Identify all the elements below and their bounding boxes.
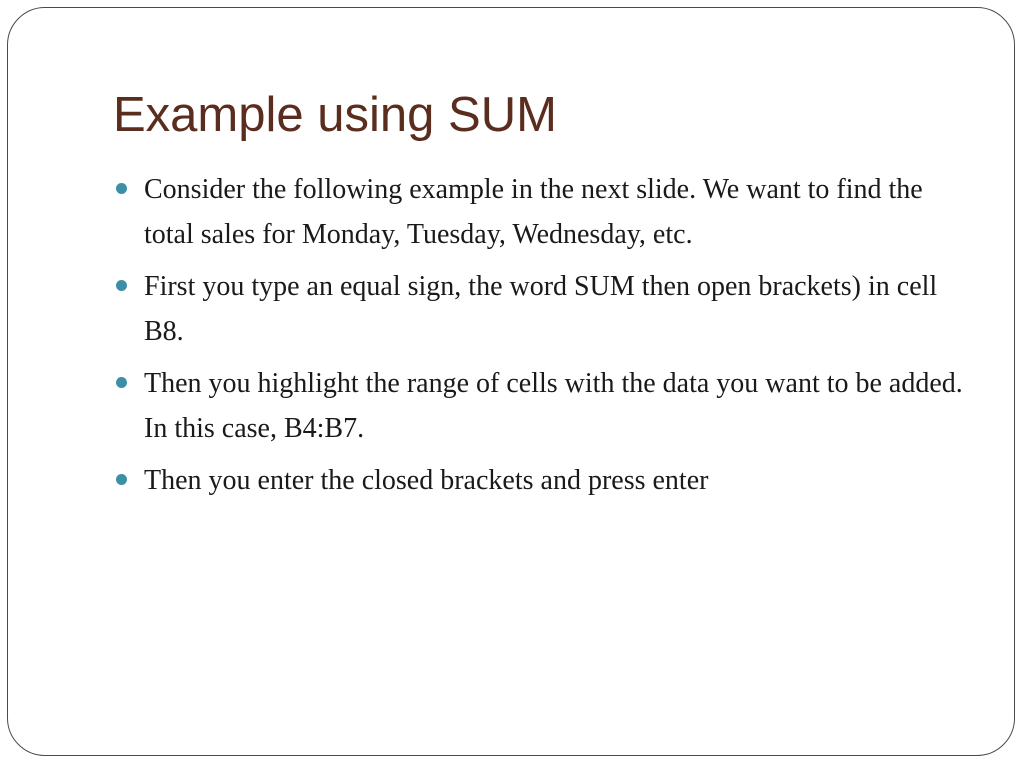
list-item xyxy=(113,168,973,257)
bullet-icon xyxy=(116,183,127,194)
bullet-text: Consider the following example in the next slide. We want to find the total sales for Monday, Tuesday, Wednesday, etc. xyxy=(144,174,923,250)
bullet-text: First you type an equal sign, the word SUM then open brackets) in cell B8. xyxy=(144,271,938,347)
list-item xyxy=(113,362,973,451)
bullet-text: Then you enter the closed brackets and press enter xyxy=(144,465,709,496)
slide-title: Example using SUM xyxy=(113,88,557,142)
bullet-icon xyxy=(116,474,127,485)
bullet-text: Then you highlight the range of cells with the data you want to be added. In this case, B4:B7. xyxy=(144,368,963,444)
bullet-icon xyxy=(116,377,127,388)
list-item xyxy=(113,265,973,354)
bullet-icon xyxy=(116,280,127,291)
bullet-list xyxy=(113,168,973,512)
list-item xyxy=(113,459,973,504)
